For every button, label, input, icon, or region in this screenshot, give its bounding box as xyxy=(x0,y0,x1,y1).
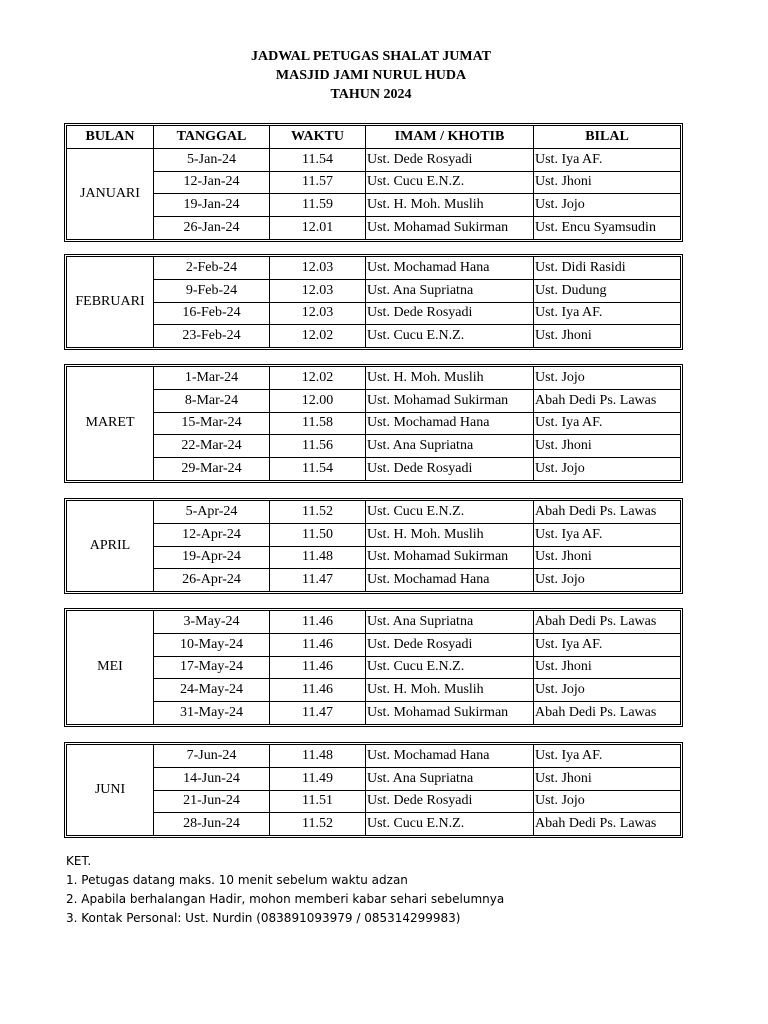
time-cell: 11.51 xyxy=(270,791,366,814)
table-row xyxy=(67,813,680,835)
bilal-cell: Abah Dedi Ps. Lawas xyxy=(534,611,680,634)
table-row xyxy=(67,547,680,570)
time-cell: 12.03 xyxy=(270,303,366,326)
title-line-3: TAHUN 2024 xyxy=(330,87,412,102)
table-row xyxy=(67,569,680,591)
table-row xyxy=(67,367,680,390)
bilal-cell: Ust. Jhoni xyxy=(534,768,680,791)
date-cell: 1-Mar-24 xyxy=(154,367,270,390)
table-row xyxy=(67,501,680,524)
table-row xyxy=(67,657,680,680)
bilal-cell: Ust. Iya AF. xyxy=(534,149,680,172)
table-row xyxy=(67,172,680,195)
date-cell: 9-Feb-24 xyxy=(154,280,270,303)
column-header: BULAN xyxy=(67,126,154,149)
date-cell: 8-Mar-24 xyxy=(154,390,270,413)
table-row xyxy=(67,217,680,239)
date-cell: 23-Feb-24 xyxy=(154,325,270,347)
time-cell: 11.47 xyxy=(270,569,366,591)
table-row xyxy=(67,194,680,217)
date-cell: 24-May-24 xyxy=(154,679,270,702)
date-cell: 5-Apr-24 xyxy=(154,501,270,524)
time-cell: 11.54 xyxy=(270,149,366,172)
column-header: IMAM / KHOTIB xyxy=(366,126,534,149)
imam-cell: Ust. H. Moh. Muslih xyxy=(366,367,534,390)
date-cell: 28-Jun-24 xyxy=(154,813,270,835)
time-cell: 11.48 xyxy=(270,745,366,768)
bilal-cell: Ust. Didi Rasidi xyxy=(534,257,680,280)
date-cell: 14-Jun-24 xyxy=(154,768,270,791)
time-cell: 12.02 xyxy=(270,325,366,347)
month-label: FEBRUARI xyxy=(67,257,154,347)
time-cell: 12.01 xyxy=(270,217,366,239)
column-header: WAKTU xyxy=(270,126,366,149)
table-row xyxy=(67,303,680,326)
time-cell: 11.57 xyxy=(270,172,366,195)
bilal-cell: Ust. Encu Syamsudin xyxy=(535,220,656,236)
imam-cell: Ust. Ana Supriatna xyxy=(366,280,534,303)
imam-cell: Ust. Mochamad Hana xyxy=(366,569,534,591)
bilal-cell: Ust. Jojo xyxy=(535,461,585,477)
table-row xyxy=(67,435,680,458)
date-cell: 21-Jun-24 xyxy=(154,791,270,814)
date-cell: 7-Jun-24 xyxy=(154,745,270,768)
time-cell: 11.58 xyxy=(270,413,366,436)
imam-cell: Ust. Ana Supriatna xyxy=(366,611,534,634)
note-item: 3. Kontak Personal: Ust. Nurdin (083891093979 / 085314299983) xyxy=(66,911,461,925)
time-cell: 12.02 xyxy=(270,367,366,390)
time-cell: 12.00 xyxy=(270,390,366,413)
date-cell: 17-May-24 xyxy=(154,657,270,680)
bilal-cell: Ust. Jojo xyxy=(534,679,680,702)
imam-cell: Ust. Mohamad Sukirman xyxy=(366,390,534,413)
bilal-cell: Ust. Jojo xyxy=(535,572,585,588)
imam-cell: Ust. Cucu E.N.Z. xyxy=(366,813,534,835)
table-row xyxy=(67,149,680,172)
time-cell: 12.03 xyxy=(270,280,366,303)
time-cell: 11.46 xyxy=(270,634,366,657)
title-line-2: MASJID JAMI NURUL HUDA xyxy=(275,68,467,83)
bilal-cell: Ust. Iya AF. xyxy=(534,745,680,768)
table-row xyxy=(67,745,680,768)
time-cell: 11.46 xyxy=(270,679,366,702)
month-label: APRIL xyxy=(67,501,154,591)
column-header: TANGGAL xyxy=(154,126,270,149)
header-row xyxy=(67,126,680,149)
bilal-cell: Ust. Jhoni xyxy=(535,328,592,344)
table-row xyxy=(67,280,680,303)
table-row xyxy=(67,679,680,702)
date-cell: 22-Mar-24 xyxy=(154,435,270,458)
month-label: JANUARI xyxy=(67,149,154,239)
imam-cell: Ust. Ana Supriatna xyxy=(366,435,534,458)
table-row xyxy=(67,768,680,791)
bilal-cell: Ust. Jojo xyxy=(534,367,680,390)
imam-cell: Ust. Mochamad Hana xyxy=(366,413,534,436)
table-row xyxy=(67,413,680,436)
date-cell: 19-Apr-24 xyxy=(154,547,270,570)
time-cell: 11.49 xyxy=(270,768,366,791)
time-cell: 11.54 xyxy=(270,458,366,480)
time-cell: 11.52 xyxy=(270,501,366,524)
bilal-cell: Ust. Jhoni xyxy=(534,657,680,680)
bilal-cell: Abah Dedi Ps. Lawas xyxy=(534,390,680,413)
bilal-cell: Ust. Dudung xyxy=(534,280,680,303)
imam-cell: Ust. Dede Rosyadi xyxy=(366,458,534,480)
notes-heading: KET. xyxy=(66,854,92,868)
time-cell: 11.48 xyxy=(270,547,366,570)
imam-cell: Ust. Dede Rosyadi xyxy=(366,791,534,814)
month-label: MARET xyxy=(67,367,154,480)
table-row xyxy=(67,390,680,413)
imam-cell: Ust. Mohamad Sukirman xyxy=(366,217,534,239)
schedule-table xyxy=(64,123,683,242)
imam-cell: Ust. Cucu E.N.Z. xyxy=(366,657,534,680)
note-item: 1. Petugas datang maks. 10 menit sebelum waktu adzan xyxy=(66,873,408,887)
table-row xyxy=(67,702,680,724)
table-row xyxy=(67,791,680,814)
date-cell: 12-Apr-24 xyxy=(154,524,270,547)
date-cell: 19-Jan-24 xyxy=(154,194,270,217)
column-header: BILAL xyxy=(534,126,680,149)
time-cell: 11.52 xyxy=(270,813,366,835)
date-cell: 12-Jan-24 xyxy=(154,172,270,195)
bilal-cell: Abah Dedi Ps. Lawas xyxy=(535,816,657,832)
table-row xyxy=(67,524,680,547)
date-cell: 26-Jan-24 xyxy=(154,217,270,239)
time-cell: 12.03 xyxy=(270,257,366,280)
note-item: 2. Apabila berhalangan Hadir, mohon memberi kabar sehari sebelumnya xyxy=(66,892,505,906)
imam-cell: Ust. Cucu E.N.Z. xyxy=(366,501,534,524)
imam-cell: Ust. Dede Rosyadi xyxy=(366,634,534,657)
time-cell: 11.50 xyxy=(270,524,366,547)
bilal-cell: Ust. Iya AF. xyxy=(534,524,680,547)
schedule-table xyxy=(64,742,683,838)
table-row xyxy=(67,458,680,480)
bilal-cell: Ust. Jojo xyxy=(534,194,680,217)
bilal-cell: Ust. Iya AF. xyxy=(534,413,680,436)
imam-cell: Ust. Mohamad Sukirman xyxy=(366,547,534,570)
date-cell: 29-Mar-24 xyxy=(154,458,270,480)
imam-cell: Ust. Mochamad Hana xyxy=(366,745,534,768)
notes-section xyxy=(66,852,504,928)
month-table-januari xyxy=(64,123,679,242)
time-cell: 11.56 xyxy=(270,435,366,458)
imam-cell: Ust. Dede Rosyadi xyxy=(366,303,534,326)
title-line-1: JADWAL PETUGAS SHALAT JUMAT xyxy=(251,49,491,64)
month-label: JUNI xyxy=(67,745,154,835)
month-label: MEI xyxy=(67,611,154,724)
table-row xyxy=(67,634,680,657)
table-row xyxy=(67,611,680,634)
bilal-cell: Ust. Jojo xyxy=(534,791,680,814)
imam-cell: Ust. Cucu E.N.Z. xyxy=(366,325,534,347)
imam-cell: Ust. Mochamad Hana xyxy=(366,257,534,280)
imam-cell: Ust. Ana Supriatna xyxy=(366,768,534,791)
table-row xyxy=(67,257,680,280)
date-cell: 10-May-24 xyxy=(154,634,270,657)
month-table-februari xyxy=(64,254,679,350)
imam-cell: Ust. Dede Rosyadi xyxy=(366,149,534,172)
month-table-april xyxy=(64,498,679,594)
month-table-maret xyxy=(64,364,679,483)
bilal-cell: Ust. Jhoni xyxy=(534,547,680,570)
document-title xyxy=(0,47,742,104)
time-cell: 11.46 xyxy=(270,611,366,634)
imam-cell: Ust. H. Moh. Muslih xyxy=(366,679,534,702)
schedule-table xyxy=(64,608,683,727)
bilal-cell: Abah Dedi Ps. Lawas xyxy=(535,705,657,721)
table-row xyxy=(67,325,680,347)
date-cell: 5-Jan-24 xyxy=(154,149,270,172)
bilal-cell: Ust. Jhoni xyxy=(534,435,680,458)
date-cell: 31-May-24 xyxy=(154,702,270,724)
date-cell: 16-Feb-24 xyxy=(154,303,270,326)
month-table-mei xyxy=(64,608,679,727)
bilal-cell: Abah Dedi Ps. Lawas xyxy=(534,501,680,524)
bilal-cell: Ust. Jhoni xyxy=(534,172,680,195)
imam-cell: Ust. Mohamad Sukirman xyxy=(366,702,534,724)
date-cell: 15-Mar-24 xyxy=(154,413,270,436)
imam-cell: Ust. H. Moh. Muslih xyxy=(366,194,534,217)
schedule-table xyxy=(64,498,683,594)
time-cell: 11.46 xyxy=(270,657,366,680)
schedule-table xyxy=(64,254,683,350)
schedule-table xyxy=(64,364,683,483)
date-cell: 26-Apr-24 xyxy=(154,569,270,591)
imam-cell: Ust. Cucu E.N.Z. xyxy=(366,172,534,195)
time-cell: 11.59 xyxy=(270,194,366,217)
bilal-cell: Ust. Iya AF. xyxy=(534,303,680,326)
date-cell: 2-Feb-24 xyxy=(154,257,270,280)
date-cell: 3-May-24 xyxy=(154,611,270,634)
month-table-juni xyxy=(64,742,679,838)
imam-cell: Ust. H. Moh. Muslih xyxy=(366,524,534,547)
time-cell: 11.47 xyxy=(270,702,366,724)
bilal-cell: Ust. Iya AF. xyxy=(534,634,680,657)
